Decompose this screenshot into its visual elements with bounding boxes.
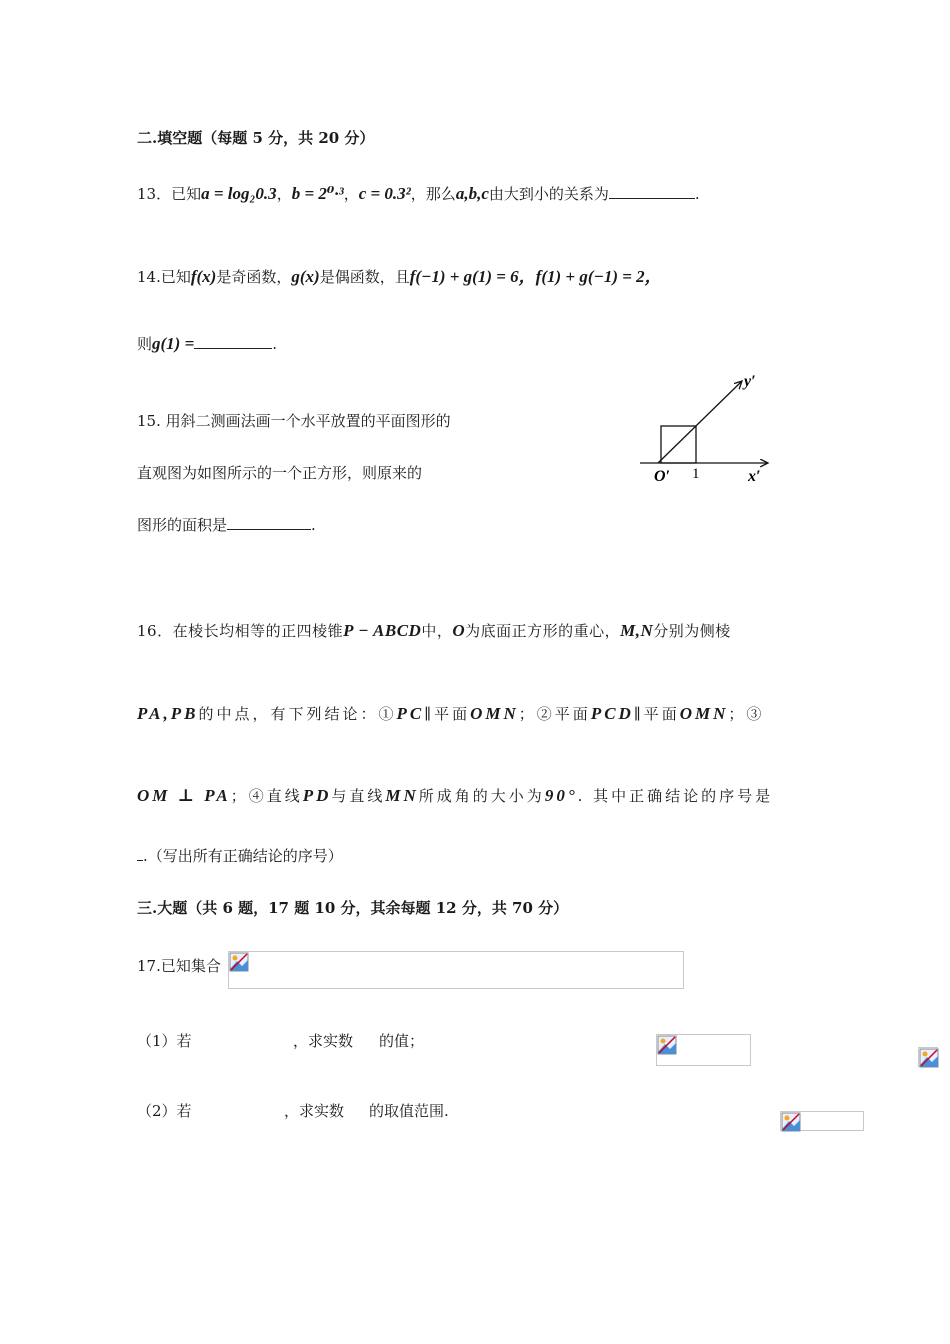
q16-text: ；②平面: [518, 705, 591, 723]
q14-answer-blank[interactable]: [194, 348, 272, 349]
q17-part-1-condition-image: [656, 1034, 751, 1066]
broken-image-icon: [781, 1112, 801, 1132]
q13-text: 由大到小的关系为: [488, 185, 609, 203]
q17-part-1-variable-image: [918, 1047, 938, 1067]
q16-omn: OMN: [470, 704, 519, 723]
q14-end: .: [272, 335, 278, 353]
q16-text: ∥平面: [424, 705, 471, 723]
q16-text: 与直线: [331, 787, 386, 805]
broken-image-icon: [229, 952, 249, 972]
q16-pyramid: P − ABCD: [343, 621, 422, 640]
q17-part-1-end: 的值；: [379, 1032, 425, 1050]
q15-line-3: [137, 514, 316, 535]
q13-a-expression: a = log₂0.3: [201, 184, 277, 203]
q17-line-1: [137, 955, 221, 976]
q16-text: ；④直线: [230, 787, 303, 805]
q16-pc: PC: [396, 704, 425, 723]
q16-number: 16．在棱长均相等的正四棱锥: [137, 622, 344, 640]
q13-separator: ，: [343, 185, 359, 203]
q17-part-2-condition-image: [780, 1111, 864, 1131]
q13-c-expression: c = 0.3²: [358, 184, 411, 203]
q16-text: . 其中正确结论的序号是: [577, 787, 774, 805]
q14-condition: f(−1) + g(1) = 6，f(1) + g(−1) = 2，: [409, 267, 662, 286]
question-14: [137, 262, 662, 287]
q16-mn: MN: [385, 786, 419, 805]
q14-f-expression: f(x): [190, 267, 217, 286]
q16-perpendicular: OM ⊥ PA: [137, 786, 231, 805]
q14-text: 是奇函数，: [216, 268, 292, 286]
q16-pd: PD: [302, 786, 332, 805]
q16-text: 分别为侧棱: [653, 622, 731, 640]
q16-line-3: [137, 785, 773, 806]
q15-text: 图形的面积是: [137, 516, 228, 534]
q16-text: ∥平面: [633, 705, 680, 723]
question-13: [137, 183, 700, 204]
broken-image-icon: [919, 1048, 939, 1068]
q17-part-1-mid: ，求实数: [293, 1032, 354, 1050]
q17-part-1-prefix: （1）若: [137, 1032, 192, 1050]
q13-text: ，那么: [410, 185, 456, 203]
q16-line-2: [137, 703, 764, 724]
q17-part-2-mid: ，求实数: [284, 1102, 345, 1120]
broken-image-icon: [657, 1035, 677, 1055]
section-3-heading: 三.大题（共 6 题，17 题 10 分，其余每题 12 分，共 70 分）: [137, 899, 569, 917]
q16-text: ；③: [728, 705, 765, 723]
q16-line-1: [137, 620, 731, 641]
q15-line-1: 15. 用斜二测画法画一个水平放置的平面图形的: [137, 412, 451, 430]
q13-vars: a,b,c: [455, 184, 489, 203]
q17-set-image-placeholder: [228, 951, 684, 989]
origin-label: O′: [654, 468, 671, 485]
q16-text: 为底面正方形的重心，: [465, 622, 621, 640]
q16-dot: .: [143, 847, 148, 865]
q13-number: 13．已知: [137, 185, 202, 203]
q16-text: 所成角的大小为: [418, 787, 545, 805]
q14-text: 是偶函数，且: [319, 268, 410, 286]
q16-edges: PA,PB: [137, 704, 199, 723]
q15-oblique-square-figure: [630, 368, 780, 488]
q17-part-2-end: 的取值范围.: [369, 1102, 449, 1120]
y-label: y′: [744, 373, 756, 390]
section-2-heading: 二.填空题（每题 5 分，共 20 分）: [137, 129, 375, 147]
q16-points-mn: M,N: [620, 621, 654, 640]
q14-number: 14.已知: [137, 268, 191, 286]
q14-ask: g(1) =: [152, 334, 195, 353]
q16-pcd: PCD: [590, 704, 634, 723]
q15-end: .: [311, 516, 316, 534]
q13-end: .: [694, 185, 700, 203]
q16-omn: OMN: [679, 704, 729, 723]
x-label: x′: [748, 468, 761, 485]
q16-text: 的中点，有下列结论：①: [198, 705, 397, 723]
q14-prefix: 则: [137, 335, 153, 353]
q16-point-o: O: [452, 621, 466, 640]
q15-line-2: 直观图为如图所示的一个正方形，则原来的: [137, 464, 423, 482]
question-14-line2: [137, 333, 277, 354]
q17-part-2-prefix: （2）若: [137, 1102, 192, 1120]
q16-line-4: [137, 845, 343, 866]
q15-answer-blank[interactable]: [227, 529, 311, 530]
q17-number: 17.已知集合: [137, 957, 221, 975]
q14-g-expression: g(x): [291, 267, 320, 286]
q13-b-expression: b = 2⁰·³: [291, 184, 344, 203]
y-axis: [658, 381, 742, 463]
q16-hint: （写出所有正确结论的序号）: [147, 847, 343, 865]
q13-separator: ，: [276, 185, 292, 203]
q16-text: 中，: [421, 622, 453, 640]
q13-answer-blank[interactable]: [609, 198, 695, 199]
q16-angle: 90°: [544, 786, 578, 805]
one-label: 1: [692, 466, 700, 482]
